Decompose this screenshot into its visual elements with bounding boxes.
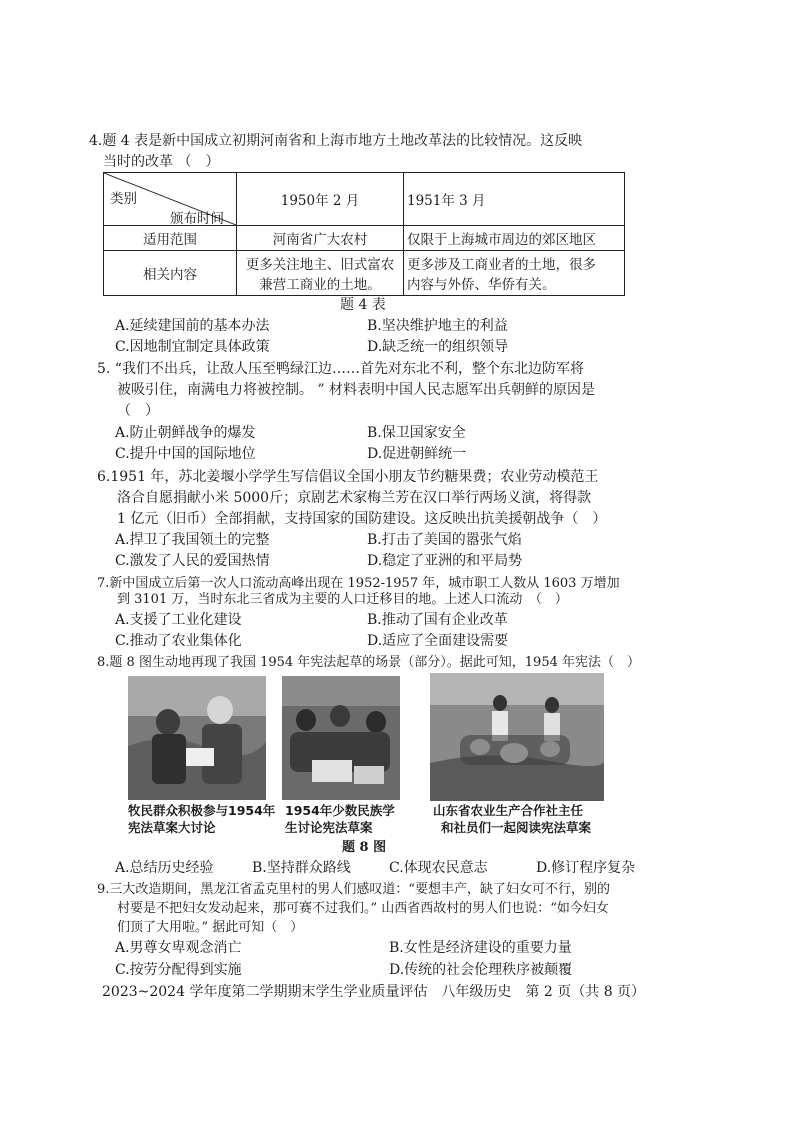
q7-option-d: D.适应了全面建设需要 xyxy=(367,633,509,649)
q4-table-row1-label: 适用范围 xyxy=(104,226,237,251)
q5-stem-line1: 5. “我们不出兵，让敌人压至鸭绿江边……首先对东北不利，整个东北边防军将 xyxy=(97,361,584,377)
q8-photo1-caption-line1: 牧民群众积极参与1954年 xyxy=(128,803,276,818)
q4-table-row2-col1-line1: 更多关注地主、旧式富农 xyxy=(245,257,395,273)
q4-table-col2-time: 1951年 3 月 xyxy=(404,173,625,226)
q9-stem-line3: 们顶了大用啦。” 据此可知（ ） xyxy=(117,920,304,935)
q5-option-c: C.提升中国的国际地位 xyxy=(115,446,256,462)
q8-photo2-caption-line2: 生讨论宪法草案 xyxy=(285,820,373,835)
q9-option-c: C.按劳分配得到实施 xyxy=(115,962,242,978)
q8-option-b: B.坚持群众路线 xyxy=(252,860,351,876)
q9-stem-line2: 村要是不把妇女发动起来，那可赛不过我们。” 山西省西故村的男人们也说：“如今妇女 xyxy=(117,901,609,916)
q4-table-row2-col2 xyxy=(404,251,625,296)
q8-photo-students xyxy=(282,676,400,800)
q4-option-c: C.因地制宜制定具体政策 xyxy=(115,339,270,355)
q4-stem-line1: 4.题 4 表是新中国成立初期河南省和上海市地方土地改革法的比较情况。这反映 xyxy=(89,133,583,149)
q7-option-c: C.推动了农业集体化 xyxy=(115,633,242,649)
q4-table xyxy=(103,172,625,296)
q4-option-d: D.缺乏统一的组织领导 xyxy=(367,339,509,355)
q6-option-d: D.稳定了亚洲的和平局势 xyxy=(367,553,523,569)
q8-photo-cooperative xyxy=(430,673,604,801)
q4-table-row2-col1-line2: 兼营工商业的土地。 xyxy=(259,277,381,293)
q4-table-col1-time: 1950年 2 月 xyxy=(237,173,404,226)
q8-option-c: C.体现农民意志 xyxy=(389,860,488,876)
q5-stem-line2: 被吸引住，南满电力将被控制。 ” 材料表明中国人民志愿军出兵朝鲜的原因是 xyxy=(117,382,596,398)
q8-photo3-caption-line2: 和社员们一起阅读宪法草案 xyxy=(441,820,592,835)
q8-option-d: D.修订程序复杂 xyxy=(536,860,636,876)
q9-option-b: B.女性是经济建设的重要力量 xyxy=(389,940,572,956)
q8-stem: 8.题 8 图生动地再现了我国 1954 年宪法起草的场景（部分）。据此可知，1954 年宪法（ ） xyxy=(97,655,641,670)
q4-table-header-time: 颁布时间 xyxy=(170,211,224,227)
q8-option-a: A.总结历史经验 xyxy=(115,860,214,876)
q5-option-a: A.防止朝鲜战争的爆发 xyxy=(115,425,256,441)
q4-table-row2-col2-line2: 内容与外侨、华侨有关。 xyxy=(407,277,556,293)
q4-table-header-diagonal xyxy=(104,173,237,226)
q4-table-row2-col1 xyxy=(237,251,404,296)
q8-photo3-caption-line1: 山东省农业生产合作社主任 xyxy=(433,803,584,818)
q5-option-d: D.促进朝鲜统一 xyxy=(367,446,467,462)
q4-table-row1-col2: 仅限于上海城市周边的郊区地区 xyxy=(404,226,625,251)
q4-option-b: B.坚决维护地主的利益 xyxy=(367,318,508,334)
q4-table-caption: 题 4 表 xyxy=(340,297,386,313)
q8-photo2-caption-line1: 1954年少数民族学 xyxy=(285,803,395,818)
q8-figure-caption: 题 8 图 xyxy=(342,840,387,855)
q6-stem-line3: 1 亿元（旧币）全部捐献，支持国家的国防建设。这反映出抗美援朝战争（ ） xyxy=(117,511,607,527)
q9-option-a: A.男尊女卑观念消亡 xyxy=(115,940,242,956)
q6-option-b: B.打击了美国的嚣张气焰 xyxy=(367,532,522,548)
q7-option-a: A.支援了工业化建设 xyxy=(115,612,242,628)
q7-option-b: B.推动了国有企业改革 xyxy=(367,612,508,628)
q4-stem-line2: 当时的改革 （ ） xyxy=(103,154,220,170)
q6-stem-line1: 6.1951 年，苏北姜堰小学学生写信倡议全国小朋友节约糖果费；农业劳动模范王 xyxy=(97,469,599,485)
q8-photo-herdsmen xyxy=(128,676,266,800)
q4-table-row2-label: 相关内容 xyxy=(104,251,237,296)
q8-photo1-caption-line2: 宪法草案大讨论 xyxy=(128,820,216,835)
q6-stem-line2: 洛合自愿捐献小米 5000斤；京剧艺术家梅兰芳在汉口举行两场义演，将得款 xyxy=(117,490,592,506)
q7-stem-line1: 7.新中国成立后第一次人口流动高峰出现在 1952-1957 年，城市职工人数从 1603 万增加 xyxy=(97,576,620,591)
q9-option-d: D.传统的社会伦理秩序被颠覆 xyxy=(389,962,573,978)
q5-option-b: B.保卫国家安全 xyxy=(367,425,466,441)
q4-table-row2-col2-line1: 更多涉及工商业者的土地，很多 xyxy=(407,257,596,273)
q6-option-c: C.激发了人民的爱国热情 xyxy=(115,553,270,569)
q6-option-a: A.捍卫了我国领土的完整 xyxy=(115,532,270,548)
q9-stem-line1: 9.三大改造期间，黑龙江省孟克里村的男人们感叹道：“要想丰产，缺了妇女可不行，别的 xyxy=(97,882,611,897)
q4-table-header-category: 类别 xyxy=(110,191,137,207)
q7-stem-line2: 到 3101 万，当时东北三省成为主要的人口迁移目的地。上述人口流动 （ ） xyxy=(117,592,568,607)
q4-table-row1-col1: 河南省广大农村 xyxy=(237,226,404,251)
q5-stem-line3: （ ） xyxy=(117,403,159,419)
page-footer: 2023~2024 学年度第二学期期末学生学业质量评估 八年级历史 第 2 页（共 8 页） xyxy=(102,984,646,1000)
q4-option-a: A.延续建国前的基本办法 xyxy=(115,318,270,334)
